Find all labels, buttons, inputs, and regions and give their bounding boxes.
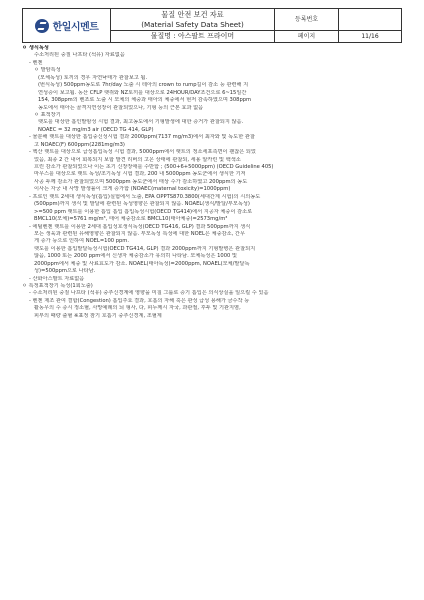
body-text-line: NOAEC = 32 mg/m3 air (OECD TG 414, GLP)	[38, 126, 154, 133]
body-text-line: ㅇ 발암특성	[34, 67, 61, 74]
body-text-line: >=500 ppm 랫트를 이용한 흡입 흡입 흡입독성시험(OECD TG414)에서 지공자 체중이 감소로	[34, 208, 253, 215]
body-text-line: - 산화아스팔트 자료없음	[29, 275, 85, 282]
body-text-line: 고 NOAEC(F) 600ppm(2281mg/m3)	[34, 141, 125, 148]
body-text-line: 않음, 1000 또는 2000 ppm에서 신생자 체중감소가 유의히 나타남. 모체독성은 1000 및	[34, 253, 237, 260]
company-logo	[23, 9, 111, 42]
body-text-line: - 헥산 랫트를 대상으로 급성흡입독성 시험 결과, 5000ppm에서 랫트의 정소세포측면이 괜찮은 되었	[29, 149, 256, 156]
title-english: (Material Safety Data Sheet)	[141, 19, 244, 29]
body-text-line: ㅇ 생식독성	[22, 45, 49, 51]
body-text-line: 농도에서 태아는 골격지연성장이 관찰되었으나, 기형 등의 근본 효과 없음	[38, 104, 204, 111]
body-text-line: 랫도를 이용한 흡입발달독성시험(OECD TG414, GLP) 결과 2000ppm까지 기형발병은 관찰되지	[34, 245, 256, 252]
body-text-line: - 수소처리된 중질 나프타 (석유) 중추신경계에 영향을 미칠 그룹로 증기 흡입은 의식상실을 일으킬 수 있음	[29, 290, 269, 297]
body-text-line: 2000ppm에서 체중 및 사료효도가 감소. NOAEL(태아독성)=2000ppm, NOAEL(모체/발달독	[34, 260, 250, 267]
body-text-line: 성)=500ppm으로 나타남.	[34, 268, 96, 275]
company-logo-icon	[35, 19, 49, 33]
body-text-line: (500ppm)까지 생식 및 발달에 관련된 독성영향은 관찰되지 않음. NOAEL(생식/발달/부모독성)	[34, 201, 250, 208]
body-text-line: BMCL10(모체)=5761 mg/m³, 태어 체중감소로 BMCL10(태아체중)=2573mg/m³	[34, 216, 228, 223]
product-name: 물질명 : 아스팔트 프라이머	[111, 31, 275, 42]
document-title	[111, 9, 275, 31]
body-text-line: 흐린 감소가 관찰되었으나 이는 초기 신장장애를 수반함 ; (500+6+5000ppm) (OECD Guideline 405)	[34, 164, 274, 170]
company-name: 한일시멘트	[52, 22, 99, 33]
body-text-line: 게 증가 등으로 인하여 NOEL=100 ppm.	[34, 238, 130, 245]
body-text-line: 랫도를 대상한 흡인발암성 시험 결과, 최고농도에서 기형발생에 대한 증거가 관찰되지 않음.	[38, 119, 244, 126]
body-text-line: - 프로인 랫트 2세대 생식독성(흡입)실험에서 노출, EPA OPPTS870.3800(세대간계 시험)의 시의농도	[29, 193, 261, 200]
body-text-line: - 에틸벤젠 랫트를 이용한 2세대 흡입성호생식독성(OECD TG416, GLP) 결과 500ppm까지 생식	[29, 223, 251, 230]
body-text-line: 이사는 자궁 내 사망 발생률이 크게 증가함 (NOAEC(maternal toxicity)=1000ppm)	[34, 186, 231, 193]
body-text-line: 었음, 최종 2 간 내어 회복되지 보합 발견 리버의 고온 상태에 관찰되, 세용 알카린 및 백색소	[34, 156, 241, 163]
body-text-line: (번식독성) 500ppm농도로 7hr/day 노출 시 테아의 crown to rump길이 감소 등 관련해 지	[38, 82, 249, 89]
body-text-line: 연성증이 보고됨. 동산 CFLP 랫쥐와 NZ토끼를 대상으로 24HOUR/DAY조건으로 6~15일간	[38, 89, 247, 96]
page-label: 페이지	[275, 31, 339, 42]
body-text-line: 사공 두께 감소가 관찰되었으며 5000ppm 농도군에서 태상 수가 감소하였고 200ppm의 농도	[34, 178, 248, 185]
body-text-line: 활동우의 수 증시 정소혈, 사망예례의 뇌 형사, 다, 피누께시 자국, 과관절, 후두 및 기관지염,	[34, 305, 241, 312]
msds-header	[22, 8, 402, 43]
body-text-line: - 물분해 랫트를 대상한 흡입중신성시험 결과 2000ppm(7137 mg/m3)에서 최자와 및 독도한 관찰	[29, 134, 255, 141]
registration-number-value	[339, 9, 401, 31]
body-text-line: 모는 생육과 관련된 유해영향은 관찰되지 않음. 부모독성 특성에 대한 NOEL은 체중감소, 간무	[34, 230, 245, 237]
body-text-line: 마우스를 대상으로 랫트 독성/조기독성 시험 결과, 200 내 5000ppm 농도군에서 생식한 기저	[34, 171, 246, 178]
document-body	[22, 45, 400, 320]
body-text-line: (모체독성) 토끼의 경우 자연낙태가 관찰보고 됨.	[38, 74, 148, 81]
body-text-line: ㅇ 표적장기	[34, 111, 61, 118]
page-number: 11/16	[361, 33, 379, 40]
registration-number-label: 등록번호	[275, 9, 339, 31]
body-text-line: - 벤젠 제조 관여 결합(Congestion) 흡입주요 결과, 호흡의 자해 혹은 관성 급성 용해가 금수작 등	[29, 297, 250, 304]
body-text-line: - 벤젠	[29, 59, 43, 66]
body-text-line: 154, 308ppm의 벤조로 노출 시 모체의 체중과 태아의 체중에서 현저 감속하였으며 308ppm	[38, 97, 252, 104]
body-text-line: 피부의 때량 출혈 ※표정 잠기 호흡기 중추신경계, 조혈계	[34, 312, 162, 319]
body-text-line: 수소처리된 중질 나프타 (석유) 자료없음	[34, 52, 125, 59]
title-korean: 물질 안전 보건 자료	[161, 10, 224, 19]
body-text-line: ㅇ 특정표적장기 독성(1회노출)	[22, 283, 93, 289]
